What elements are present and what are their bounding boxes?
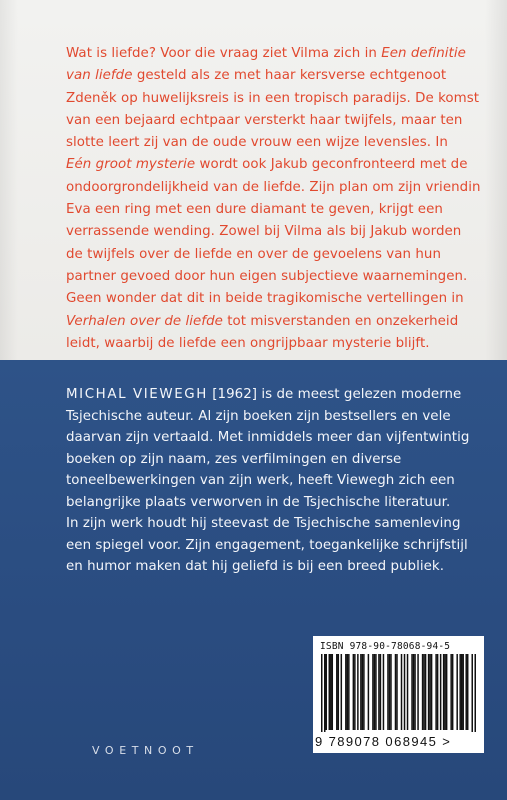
blurb-segment: leidt, waarbij de liefde een ongrijpbaar mysterie blijft. xyxy=(66,335,430,351)
blurb-text xyxy=(66,43,481,355)
blurb-line xyxy=(66,110,481,132)
blurb-segment: Eva een ring met een dure diamant te geven, krijgt een xyxy=(66,202,443,218)
bio-line: In zijn werk houdt hij steevast de Tsjechische samenleving xyxy=(66,516,461,531)
barcode-bar xyxy=(341,654,343,730)
blurb-segment: verrassende wending. Zowel bij Vilma als bij Jakub worden xyxy=(66,224,462,240)
barcode-bar xyxy=(362,654,364,730)
barcode-bar xyxy=(428,654,430,730)
barcode-bar xyxy=(459,654,461,730)
barcode-bar xyxy=(329,654,331,730)
blurb-line xyxy=(66,43,481,65)
blurb-line xyxy=(66,88,481,110)
bio-first-line-rest: [1962] is de meest gelezen moderne xyxy=(207,387,462,402)
barcode-bar xyxy=(363,654,365,730)
author-name: MICHAL VIEWEGH xyxy=(66,387,208,402)
blurb-line xyxy=(66,221,481,243)
barcode-bar xyxy=(404,654,406,730)
barcode-bar xyxy=(372,654,374,730)
book-title: Verhalen over de liefde xyxy=(66,313,223,329)
barcode-bar xyxy=(452,654,454,730)
barcode-bar xyxy=(456,654,458,730)
barcode-bar xyxy=(354,654,356,730)
barcode-bar xyxy=(338,654,340,730)
barcode-bar xyxy=(387,654,389,730)
barcode-bar xyxy=(414,654,416,730)
book-title: van liefde xyxy=(66,68,133,84)
blurb-segment: Geen wonder dat dit in beide tragikomische vertellingen in xyxy=(66,291,464,307)
barcode-bar xyxy=(326,654,328,730)
bio-line: daarvan zijn vertaald. Met inmiddels meer dan vijfentwintig xyxy=(66,430,470,445)
blurb-panel xyxy=(0,0,507,360)
bio-line: een spiegel voor. Zijn engagement, toegankelijke schrijfstijl xyxy=(66,537,468,553)
blurb-segment: gesteld als ze met haar kersverse echtgenoot xyxy=(132,68,447,84)
barcode-bar xyxy=(390,654,392,730)
barcode-bar xyxy=(401,654,403,730)
blurb-segment: ondoorgrondelijkheid van de liefde. Zijn plan om zijn vriendin xyxy=(66,179,481,195)
barcode-bar xyxy=(429,654,431,730)
barcode-bar xyxy=(423,654,425,730)
blurb-segment: Wat is liefde? Voor die vraag ziet Vilma zich in xyxy=(66,46,382,61)
barcode-bar xyxy=(431,654,433,730)
isbn-label: ISBN 978-90-78068-94-5 xyxy=(320,641,451,652)
barcode-bar xyxy=(413,654,415,730)
bio-line: boeken op zijn naam, zes verfilmingen en diverse xyxy=(66,451,402,467)
barcode-bar xyxy=(380,654,382,730)
blurb-line xyxy=(66,177,481,199)
bio-line: belangrijke plaats verworven in de Tsjechische literatuur. xyxy=(66,494,451,510)
barcode-bar xyxy=(411,654,413,730)
book-title: Een definitie xyxy=(381,46,466,61)
barcode-bar xyxy=(360,654,362,730)
bio-line: en humor maken dat hij geliefd is bij een breed publiek. xyxy=(66,559,445,574)
blurb-line xyxy=(66,288,481,310)
barcode-bar xyxy=(330,654,332,730)
barcode-bar xyxy=(345,654,347,730)
blurb-line xyxy=(66,65,481,87)
barcode-bar xyxy=(375,654,377,730)
barcode-bar xyxy=(444,654,446,730)
blurb-segment: wordt ook Jakub geconfronteerd met de xyxy=(195,157,468,173)
barcode-digits: 9 789078 068945 > xyxy=(315,734,452,749)
barcode-bar xyxy=(347,654,349,730)
blurb-line xyxy=(66,132,481,154)
barcode-bar xyxy=(407,654,409,730)
barcode-bar xyxy=(446,654,448,730)
book-title: Eén groot mysterie xyxy=(66,157,196,173)
barcode-bar xyxy=(395,654,397,730)
blurb-line xyxy=(66,244,481,266)
barcode-bar xyxy=(396,654,398,730)
barcode-bar xyxy=(324,654,326,732)
blurb-segment: partner gevoed door hun eigen subjectieve waarnemingen. xyxy=(66,268,468,284)
bio-line: toneelbewerkingen van zijn werk, heeft Viewegh zich een xyxy=(66,473,455,488)
barcode-bar xyxy=(336,654,338,730)
author-bio xyxy=(66,384,486,578)
barcode-bar xyxy=(378,654,380,730)
barcode-bar xyxy=(443,654,445,730)
barcode-bar xyxy=(467,654,469,730)
blurb-segment: de twijfels over de liefde en over de gevoelens van hun xyxy=(66,246,441,262)
barcode-bar xyxy=(368,654,370,730)
isbn-barcode xyxy=(313,636,484,753)
blurb-segment: tot misverstanden en onzekerheid xyxy=(222,313,459,329)
barcode-bar xyxy=(435,654,437,730)
bio-line: Tsjechische auteur. Al zijn boeken zijn bestsellers en vele xyxy=(66,408,451,424)
barcode-bar xyxy=(383,654,385,730)
barcode-bar xyxy=(389,654,391,730)
barcode-bar xyxy=(417,654,419,730)
barcode-bar xyxy=(357,654,359,730)
barcode-bar xyxy=(422,654,424,730)
blurb-segment: slotte leert zij van de oude vrouw een wijze levensles. In xyxy=(66,135,448,151)
barcode-bar xyxy=(465,654,467,730)
barcode-bar xyxy=(475,654,477,732)
blurb-line xyxy=(66,311,481,333)
blurb-line xyxy=(66,199,481,221)
publisher-logo: VOETNOOT xyxy=(92,744,199,757)
barcode-bars xyxy=(321,654,476,732)
barcode-bar xyxy=(332,654,334,730)
barcode-bar xyxy=(348,654,350,730)
blurb-line xyxy=(66,333,481,355)
barcode-bar xyxy=(353,654,355,730)
barcode-bar xyxy=(425,654,427,730)
barcode-bar xyxy=(471,654,473,732)
barcode-bar xyxy=(440,654,442,730)
blurb-line xyxy=(66,154,481,176)
barcode-bar xyxy=(461,654,463,730)
blurb-segment: Zdeněk op huwelijksreis is in een tropisch paradijs. De komst xyxy=(66,90,480,106)
barcode-bar xyxy=(462,654,464,730)
blurb-segment: van een bejaard echtpaar versterkt haar twijfels, maar ten xyxy=(66,112,463,128)
barcode-bar xyxy=(437,654,439,730)
barcode-bar xyxy=(374,654,376,730)
blurb-line xyxy=(66,266,481,288)
bio-first-line xyxy=(66,384,486,406)
barcode-bar xyxy=(321,654,323,732)
barcode-bar xyxy=(450,654,452,730)
